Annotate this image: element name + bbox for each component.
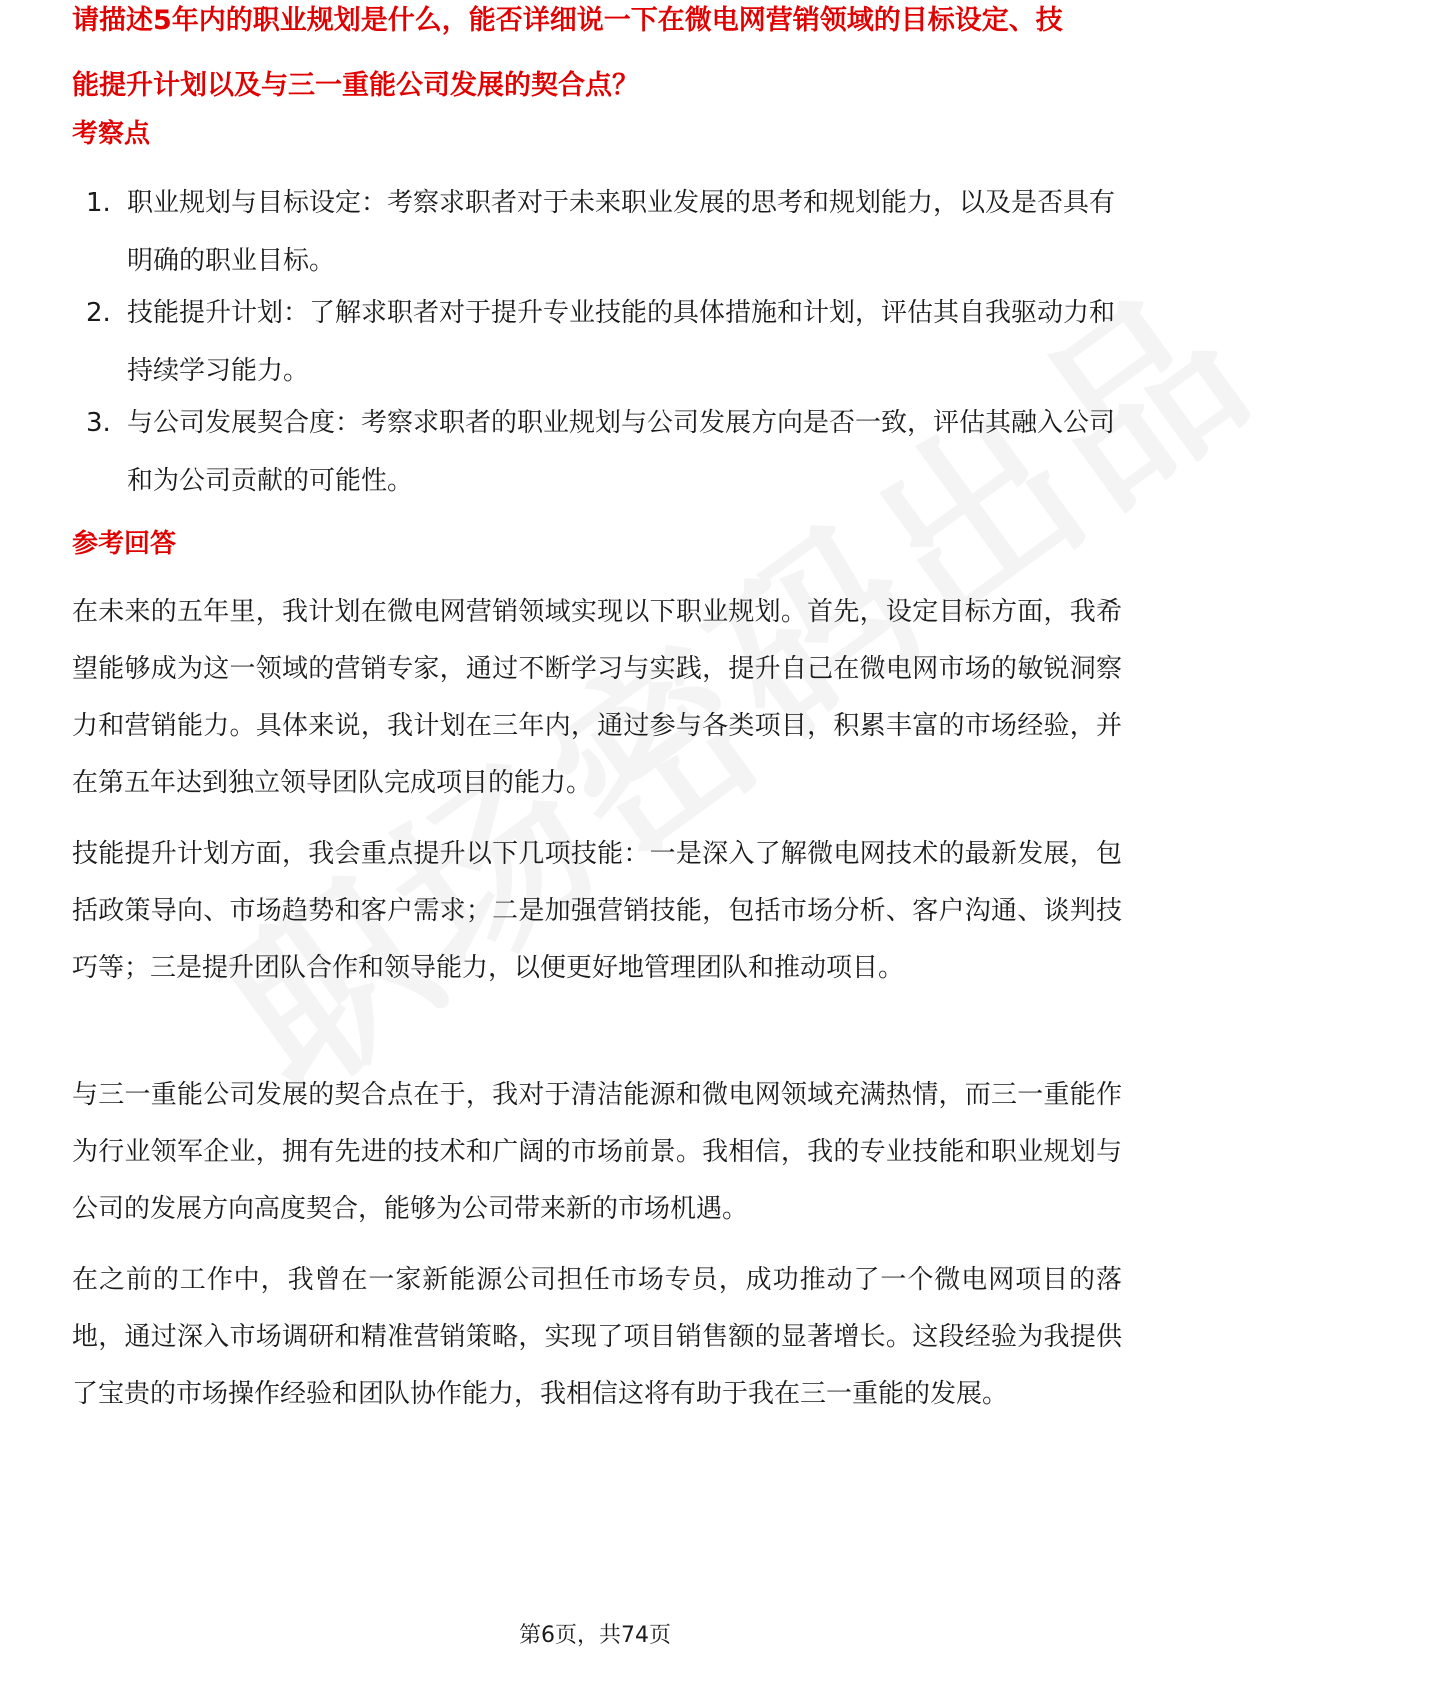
question-line-cut [72,5,1122,44]
answer-paragraph-1: 在未来的五年里，我计划在微电网营销领域实现以下职业规划。首先，设定目标方面，我希望能够成为这一领域的营销专家，通过不断学习与实践，提升自己在微电网市场的敏锐洞察力和营销能力。具体来说，我计划在三年内，通过参与各类项目，积累丰富的市场经验，并在第五年达到独立领导团队完成项目的能力。 [72,597,1122,798]
list-item-text: 与公司发展契合度：考察求职者的职业规划与公司发展方向是否一致，评估其融入公司和为公司贡献的可能性。 [127,408,1116,496]
list-item-number: 3. [86,408,111,438]
question-line1-partial: 请描述5年内的职业规划是什么，能否详细说一下在微电网营销领域的目标设定、技 [72,5,1063,36]
answer-paragraph-3: 与三一重能公司发展的契合点在于，我对于清洁能源和微电网领域充满热情，而三一重能作为行业领军企业，拥有先进的技术和广阔的市场前景。我相信，我的专业技能和职业规划与公司的发展方向高度契合，能够为公司带来新的市场机遇。 [72,1080,1122,1224]
list-item [72,174,1122,290]
question-line2: 能提升计划以及与三一重能公司发展的契合点？ [72,70,639,101]
list-item-number: 2. [86,298,111,328]
list-item-text: 技能提升计划：了解求职者对于提升专业技能的具体措施和计划，评估其自我驱动力和持续学习能力。 [127,298,1116,386]
list-item [72,394,1122,510]
answer-paragraph-2: 技能提升计划方面，我会重点提升以下几项技能：一是深入了解微电网技术的最新发展，包括政策导向、市场趋势和客户需求；二是加强营销技能，包括市场分析、客户沟通、谈判技巧等；三是提升团队合作和领导能力，以便更好地管理团队和推动项目。 [72,839,1122,983]
answer-paragraph-4: 在之前的工作中，我曾在一家新能源公司担任市场专员，成功推动了一个微电网项目的落地，通过深入市场调研和精准营销策略，实现了项目销售额的显著增长。这段经验为我提供了宝贵的市场操作经验和团队协作能力，我相信这将有助于我在三一重能的发展。 [72,1265,1122,1409]
page-number-footer: 第6页，共74页 [519,1623,671,1648]
points-heading: 考察点 [72,119,151,149]
list-item [72,284,1122,400]
points-list [72,174,1122,510]
list-item-number: 1. [86,188,111,218]
answer-heading: 参考回答 [72,529,177,559]
list-item-text: 职业规划与目标设定：考察求职者对于未来职业发展的思考和规划能力，以及是否具有明确的职业目标。 [127,188,1116,276]
